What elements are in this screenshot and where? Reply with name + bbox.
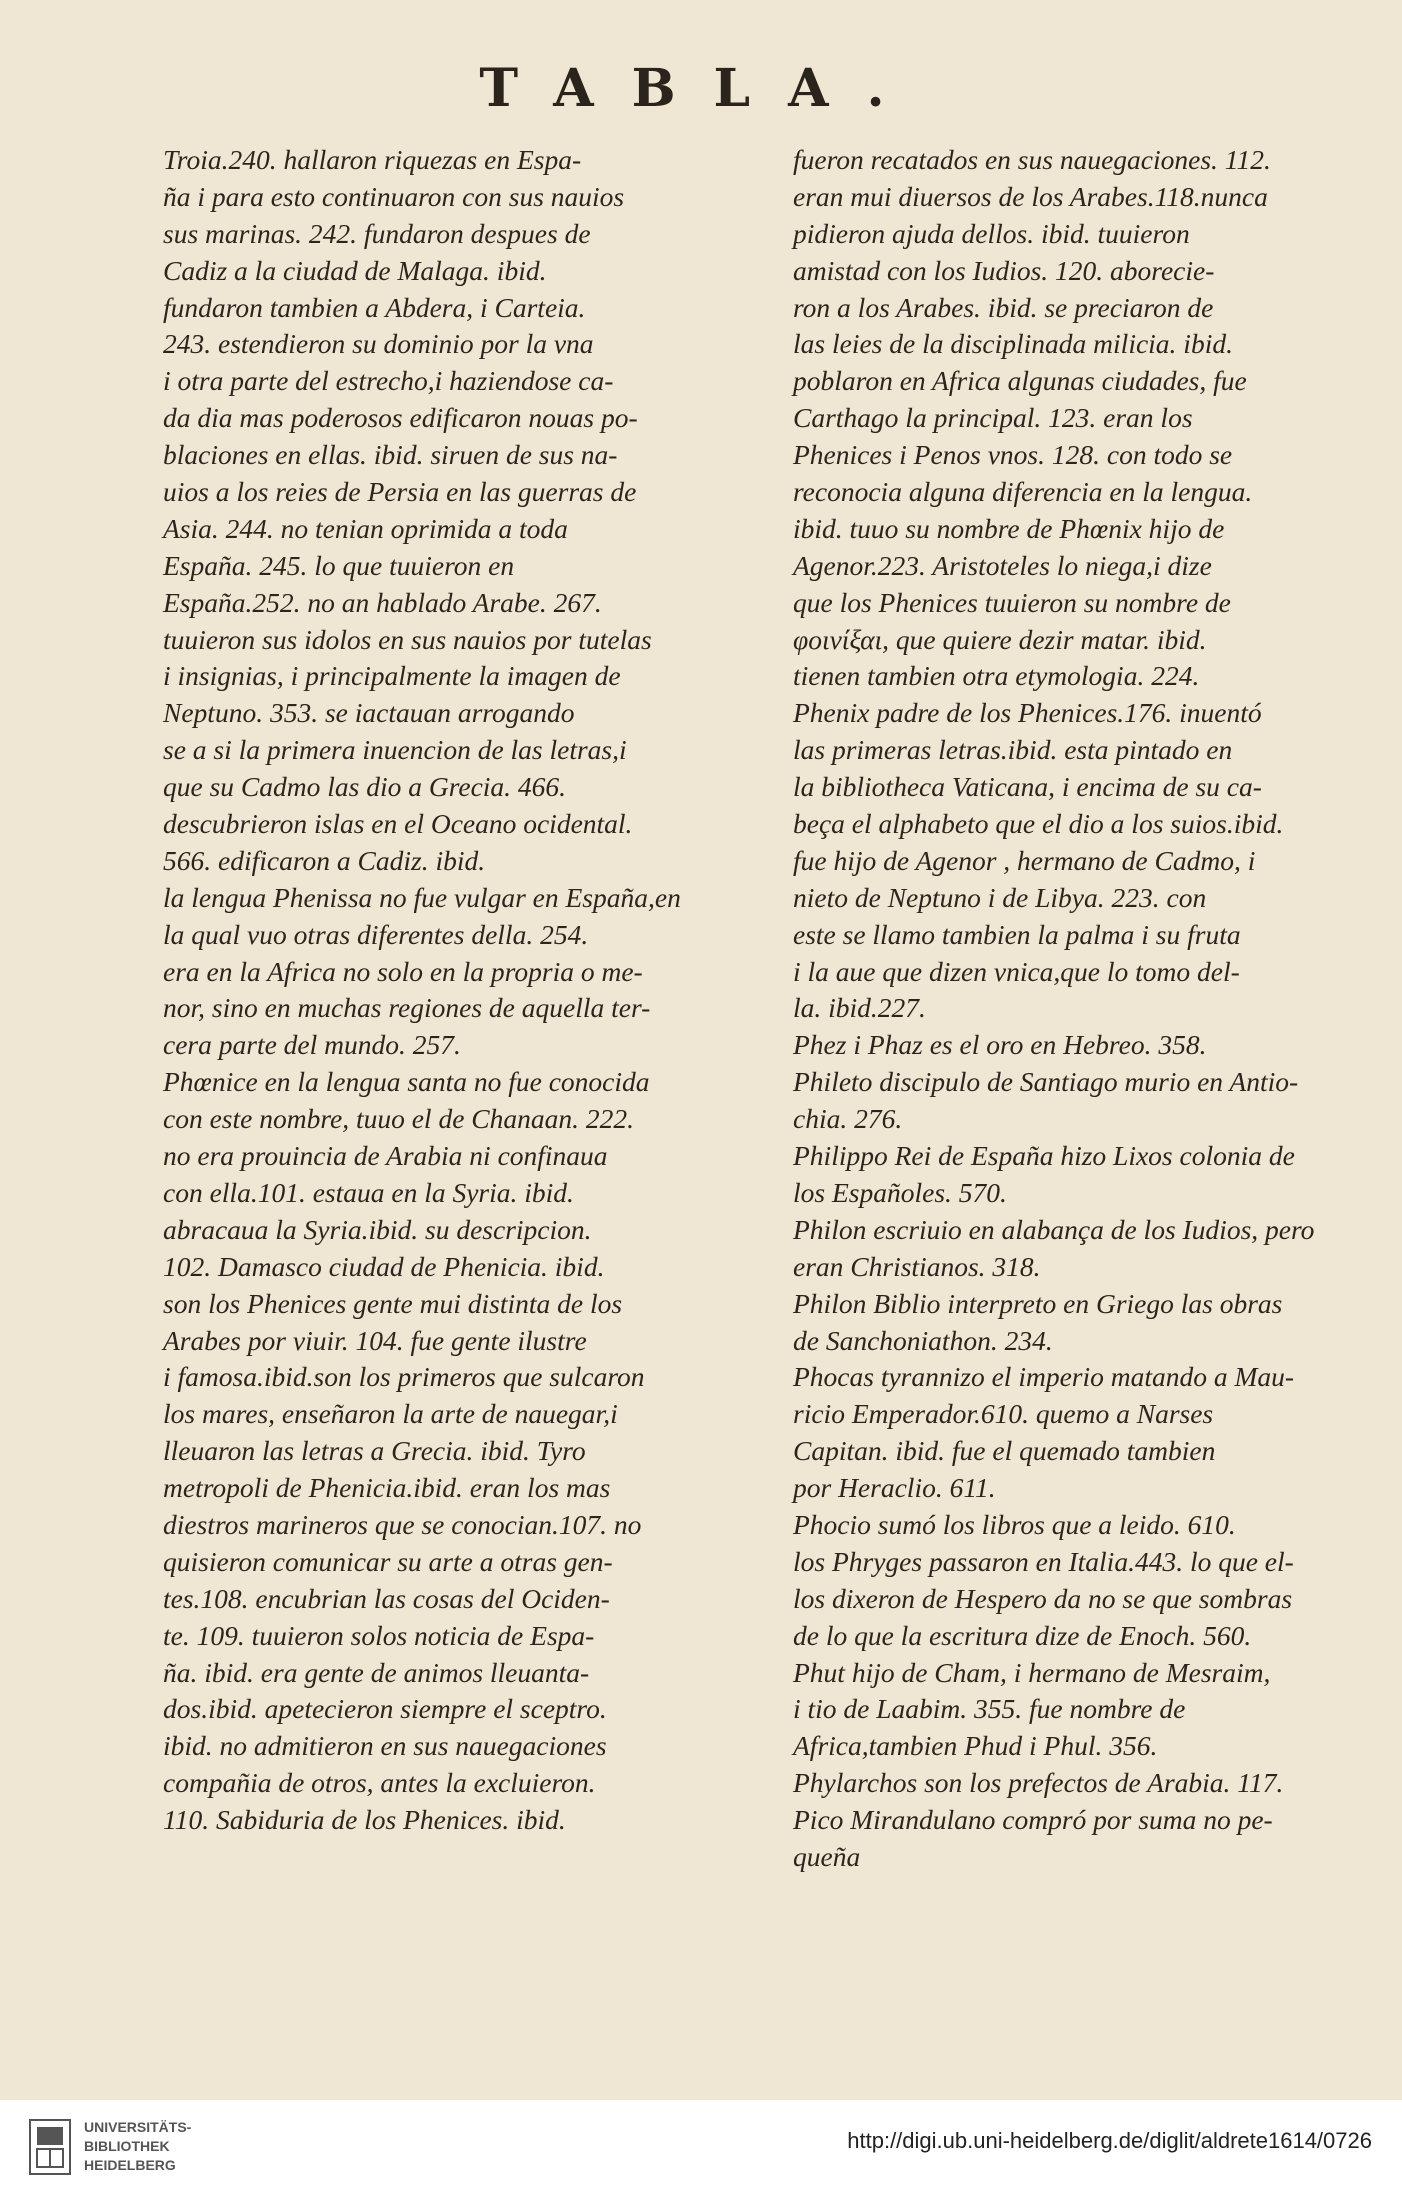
text-line: la qual vuo otras diferentes della. 254. — [163, 918, 589, 950]
text-line: metropoli de Phenicia.ibid. eran los mas — [163, 1472, 611, 1504]
page-title: TABLA. — [479, 58, 923, 119]
text-line: i la aue que dizen vnica,que lo tomo del- — [793, 955, 1240, 987]
institution-line-3: HEIDELBERG — [84, 2157, 176, 2173]
text-line: las primeras letras.ibid. esta pintado en — [793, 734, 1233, 766]
text-line: pidieron ajuda dellos. ibid. tuuieron — [793, 217, 1190, 249]
text-line: dos.ibid. apetecieron siempre el sceptro. — [163, 1693, 607, 1725]
text-line: los Phryges passaron en Italia.443. lo que el- — [793, 1545, 1294, 1577]
text-line: Agenor.223. Aristoteles lo niega,i dize — [793, 549, 1212, 581]
text-line: cera parte del mundo. 257. — [163, 1029, 461, 1061]
text-line: que los Phenices tuuieron su nombre de — [793, 586, 1231, 618]
text-line: con este nombre, tuuo el de Chanaan. 222. — [163, 1103, 634, 1135]
text-line: Phez i Phaz es el oro en Hebreo. 358. — [793, 1029, 1207, 1061]
text-line: ibid. no admitieron en sus nauegaciones — [163, 1730, 607, 1762]
institution-line-2: BIBLIOTHEK — [84, 2138, 170, 2154]
text-line: por Heraclio. 611. — [793, 1472, 996, 1504]
text-line: de lo que la escritura dize de Enoch. 560. — [793, 1619, 1252, 1651]
text-line: fundaron tambien a Abdera, i Carteia. — [163, 291, 586, 323]
text-line: Phocio sumó los libros que a leido. 610. — [793, 1508, 1236, 1540]
university-seal-icon — [28, 2118, 72, 2176]
text-line: sus marinas. 242. fundaron despues de — [163, 217, 591, 249]
text-line: 102. Damasco ciudad de Phenicia. ibid. — [163, 1250, 605, 1282]
source-url-link[interactable]: http://digi.ub.uni-heidelberg.de/diglit/aldrete1614/0726 — [847, 2128, 1372, 2153]
text-line: con ella.101. estaua en la Syria. ibid. — [163, 1176, 574, 1208]
text-line: Philon escriuio en alabança de los Iudios, pero — [793, 1213, 1315, 1245]
text-line: amistad con los Iudios. 120. aborecie- — [793, 254, 1215, 286]
text-line: Philippo Rei de España hizo Lixos colonia de — [793, 1140, 1295, 1172]
text-line: chia. 276. — [793, 1103, 903, 1135]
text-line: eran Christianos. 318. — [793, 1250, 1041, 1282]
text-line: Phileto discipulo de Santiago murio en Antio- — [793, 1066, 1299, 1098]
text-line: la lengua Phenissa no fue vulgar en España,en — [163, 881, 681, 913]
text-line: diestros marineros que se conocian.107. no — [163, 1508, 642, 1540]
text-line: Asia. 244. no tenian oprimida a toda — [163, 512, 568, 544]
text-line: Pico Mirandulano compró por suma no pe- — [793, 1804, 1273, 1836]
text-line: Neptuno. 353. se iactauan arrogando — [163, 697, 575, 729]
text-line: lleuaron las letras a Grecia. ibid. Tyro — [163, 1435, 586, 1467]
text-line: la bibliotheca Vaticana, i encima de su ca- — [793, 771, 1262, 803]
text-line: fue hijo de Agenor , hermano de Cadmo, i — [793, 844, 1256, 876]
text-line: Philon Biblio interpreto en Griego las obras — [793, 1287, 1283, 1319]
text-line: eran mui diuersos de los Arabes.118.nunca — [793, 180, 1268, 212]
text-line: nor, sino en muchas regiones de aquella ter- — [163, 992, 651, 1024]
text-line: nieto de Neptuno i de Libya. 223. con — [793, 881, 1207, 913]
text-line: Arabes por viuir. 104. fue gente ilustre — [163, 1324, 587, 1356]
text-line: Africa,tambien Phud i Phul. 356. — [793, 1730, 1158, 1762]
text-line: ricio Emperador.610. quemo a Narses — [793, 1398, 1214, 1430]
text-line: Troia.240. hallaron riquezas en Espa- — [163, 144, 582, 175]
text-line: 566. edificaron a Cadiz. ibid. — [163, 844, 486, 876]
text-line: reconocia alguna diferencia en la lengua. — [793, 476, 1253, 508]
text-line: la. ibid.227. — [793, 992, 926, 1024]
text-line: beça el alphabeto que el dio a los suios.ibid. — [793, 808, 1284, 840]
text-line: ron a los Arabes. ibid. se preciaron de — [793, 291, 1214, 323]
text-line: Phylarchos son los prefectos de Arabia. 117. — [793, 1767, 1284, 1799]
text-line: Phenix padre de los Phenices.176. inuentó — [793, 697, 1262, 729]
text-line: Phenices i Penos vnos. 128. con todo se — [793, 439, 1233, 471]
text-line: 243. estendieron su dominio por la vna — [163, 328, 594, 360]
text-line: queña — [793, 1840, 861, 1872]
text-line: son los Phenices gente mui distinta de los — [163, 1287, 623, 1319]
text-line: de Sanchoniathon. 234. — [793, 1324, 1053, 1356]
text-line: ibid. tuuo su nombre de Phœnix hijo de — [793, 512, 1225, 544]
text-line: quisieron comunicar su arte a otras gen- — [163, 1545, 613, 1577]
text-line: las leies de la disciplinada milicia. ibid. — [793, 328, 1233, 360]
text-line: i insignias, i principalmente la imagen de — [163, 660, 621, 692]
text-line: 110. Sabiduria de los Phenices. ibid. — [163, 1804, 566, 1836]
text-line: este se llamo tambien la palma i su fruta — [793, 918, 1241, 950]
text-line: compañia de otros, antes la excluieron. — [163, 1767, 596, 1799]
text-line: no era prouincia de Arabia ni confinaua — [163, 1140, 608, 1172]
text-line: que su Cadmo las dio a Grecia. 466. — [163, 771, 567, 803]
right-text-column — [793, 142, 1353, 1876]
text-line: Carthago la principal. 123. eran los — [793, 402, 1193, 434]
text-line: uios a los reies de Persia en las guerras de — [163, 476, 637, 508]
text-line: los dixeron de Hespero da no se que sombras — [793, 1582, 1293, 1614]
text-line: los mares, enseñaron la arte de nauegar,i — [163, 1398, 618, 1430]
text-line: poblaron en Africa algunas ciudades, fue — [793, 365, 1247, 397]
text-line: i tio de Laabim. 355. fue nombre de — [793, 1693, 1186, 1725]
text-line: Phut hijo de Cham, i hermano de Mesraim, — [793, 1656, 1271, 1688]
text-line: España. 245. lo que tuuieron en — [163, 549, 515, 581]
text-line: tuuieron sus idolos en sus nauios por tutelas — [163, 623, 652, 655]
left-text-column — [163, 142, 743, 1839]
text-line: tienen tambien otra etymologia. 224. — [793, 660, 1200, 692]
text-line: los Españoles. 570. — [793, 1176, 1007, 1208]
text-line: Capitan. ibid. fue el quemado tambien — [793, 1435, 1216, 1467]
text-line: descubrieron islas en el Oceano ocidental. — [163, 808, 633, 840]
text-line: ña. ibid. era gente de animos lleuanta- — [163, 1656, 590, 1688]
text-line: te. 109. tuuieron solos noticia de Espa- — [163, 1619, 595, 1651]
institution-line-1: UNIVERSITÄTS- — [84, 2119, 192, 2135]
institution-name — [84, 2118, 191, 2175]
text-line: i otra parte del estrecho,i haziendose ca- — [163, 365, 614, 397]
text-line: Cadiz a la ciudad de Malaga. ibid. — [163, 254, 547, 286]
text-line: i famosa.ibid.son los primeros que sulcaron — [163, 1361, 645, 1393]
text-line: da dia mas poderosos edificaron nouas po- — [163, 402, 638, 434]
text-line: Phœnice en la lengua santa no fue conocida — [163, 1066, 650, 1098]
text-line: se a si la primera inuencion de las letras,i — [163, 734, 627, 766]
text-line: España.252. no an hablado Arabe. 267. — [163, 586, 602, 618]
text-line: fueron recatados en sus nauegaciones. 112. — [793, 144, 1271, 175]
text-line: ña i para esto continuaron con sus nauios — [163, 180, 625, 212]
text-line: blaciones en ellas. ibid. siruen de sus na- — [163, 439, 618, 471]
text-line: tes.108. encubrian las cosas del Ociden- — [163, 1582, 610, 1614]
text-line: era en la Africa no solo en la propria o me- — [163, 955, 643, 987]
text-line: abracaua la Syria.ibid. su descripcion. — [163, 1213, 592, 1245]
text-line: φοινίξαι, que quiere dezir matar. ibid. — [793, 623, 1207, 655]
text-line: Phocas tyrannizo el imperio matando a Mau- — [793, 1361, 1295, 1393]
